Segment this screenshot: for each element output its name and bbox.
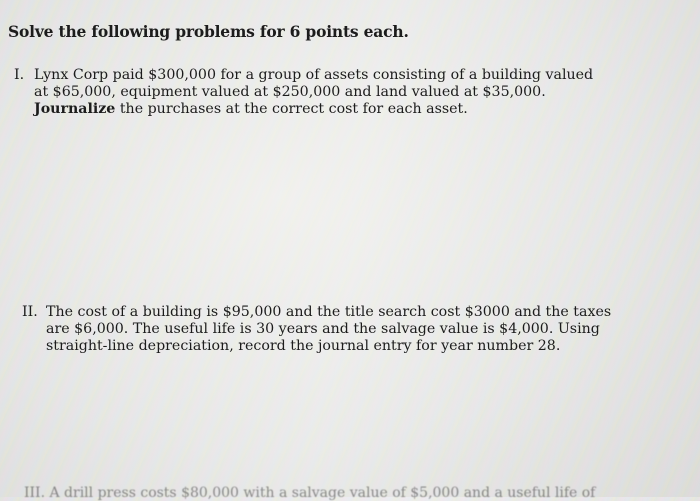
problem-2-text-1: The cost of a building is $95,000 and the title search cost $3000 and the taxes (46, 304, 612, 320)
problem-3-cutoff-text: III. A drill press costs $80,000 with a salvage value of $5,000 and a useful life of (24, 485, 596, 501)
problem-2-line-3: straight-line depreciation, record the journal entry for year number 28. (46, 338, 561, 354)
problem-1-text-3: the purchases at the correct cost for each asset. (115, 101, 468, 117)
problem-1-line-1 (14, 67, 634, 84)
problem-2-line-1 (22, 304, 642, 321)
problem-1-journalize-keyword: Journalize (34, 101, 116, 117)
problem-2-line-2: are $6,000. The useful life is 30 years and the salvage value is $4,000. Using (46, 321, 600, 337)
problem-1-number: I. (14, 67, 25, 83)
problem-2 (22, 304, 642, 355)
problem-1-line-3 (14, 101, 634, 118)
worksheet-heading: Solve the following problems for 6 points each. (8, 22, 409, 41)
problem-1-line-2: at $65,000, equipment valued at $250,000 and land valued at $35,000. (34, 84, 546, 100)
problem-2-number: II. (22, 304, 38, 320)
problem-1-text-1: Lynx Corp paid $300,000 for a group of assets consisting of a building valued (34, 67, 594, 83)
problem-1 (14, 67, 634, 118)
